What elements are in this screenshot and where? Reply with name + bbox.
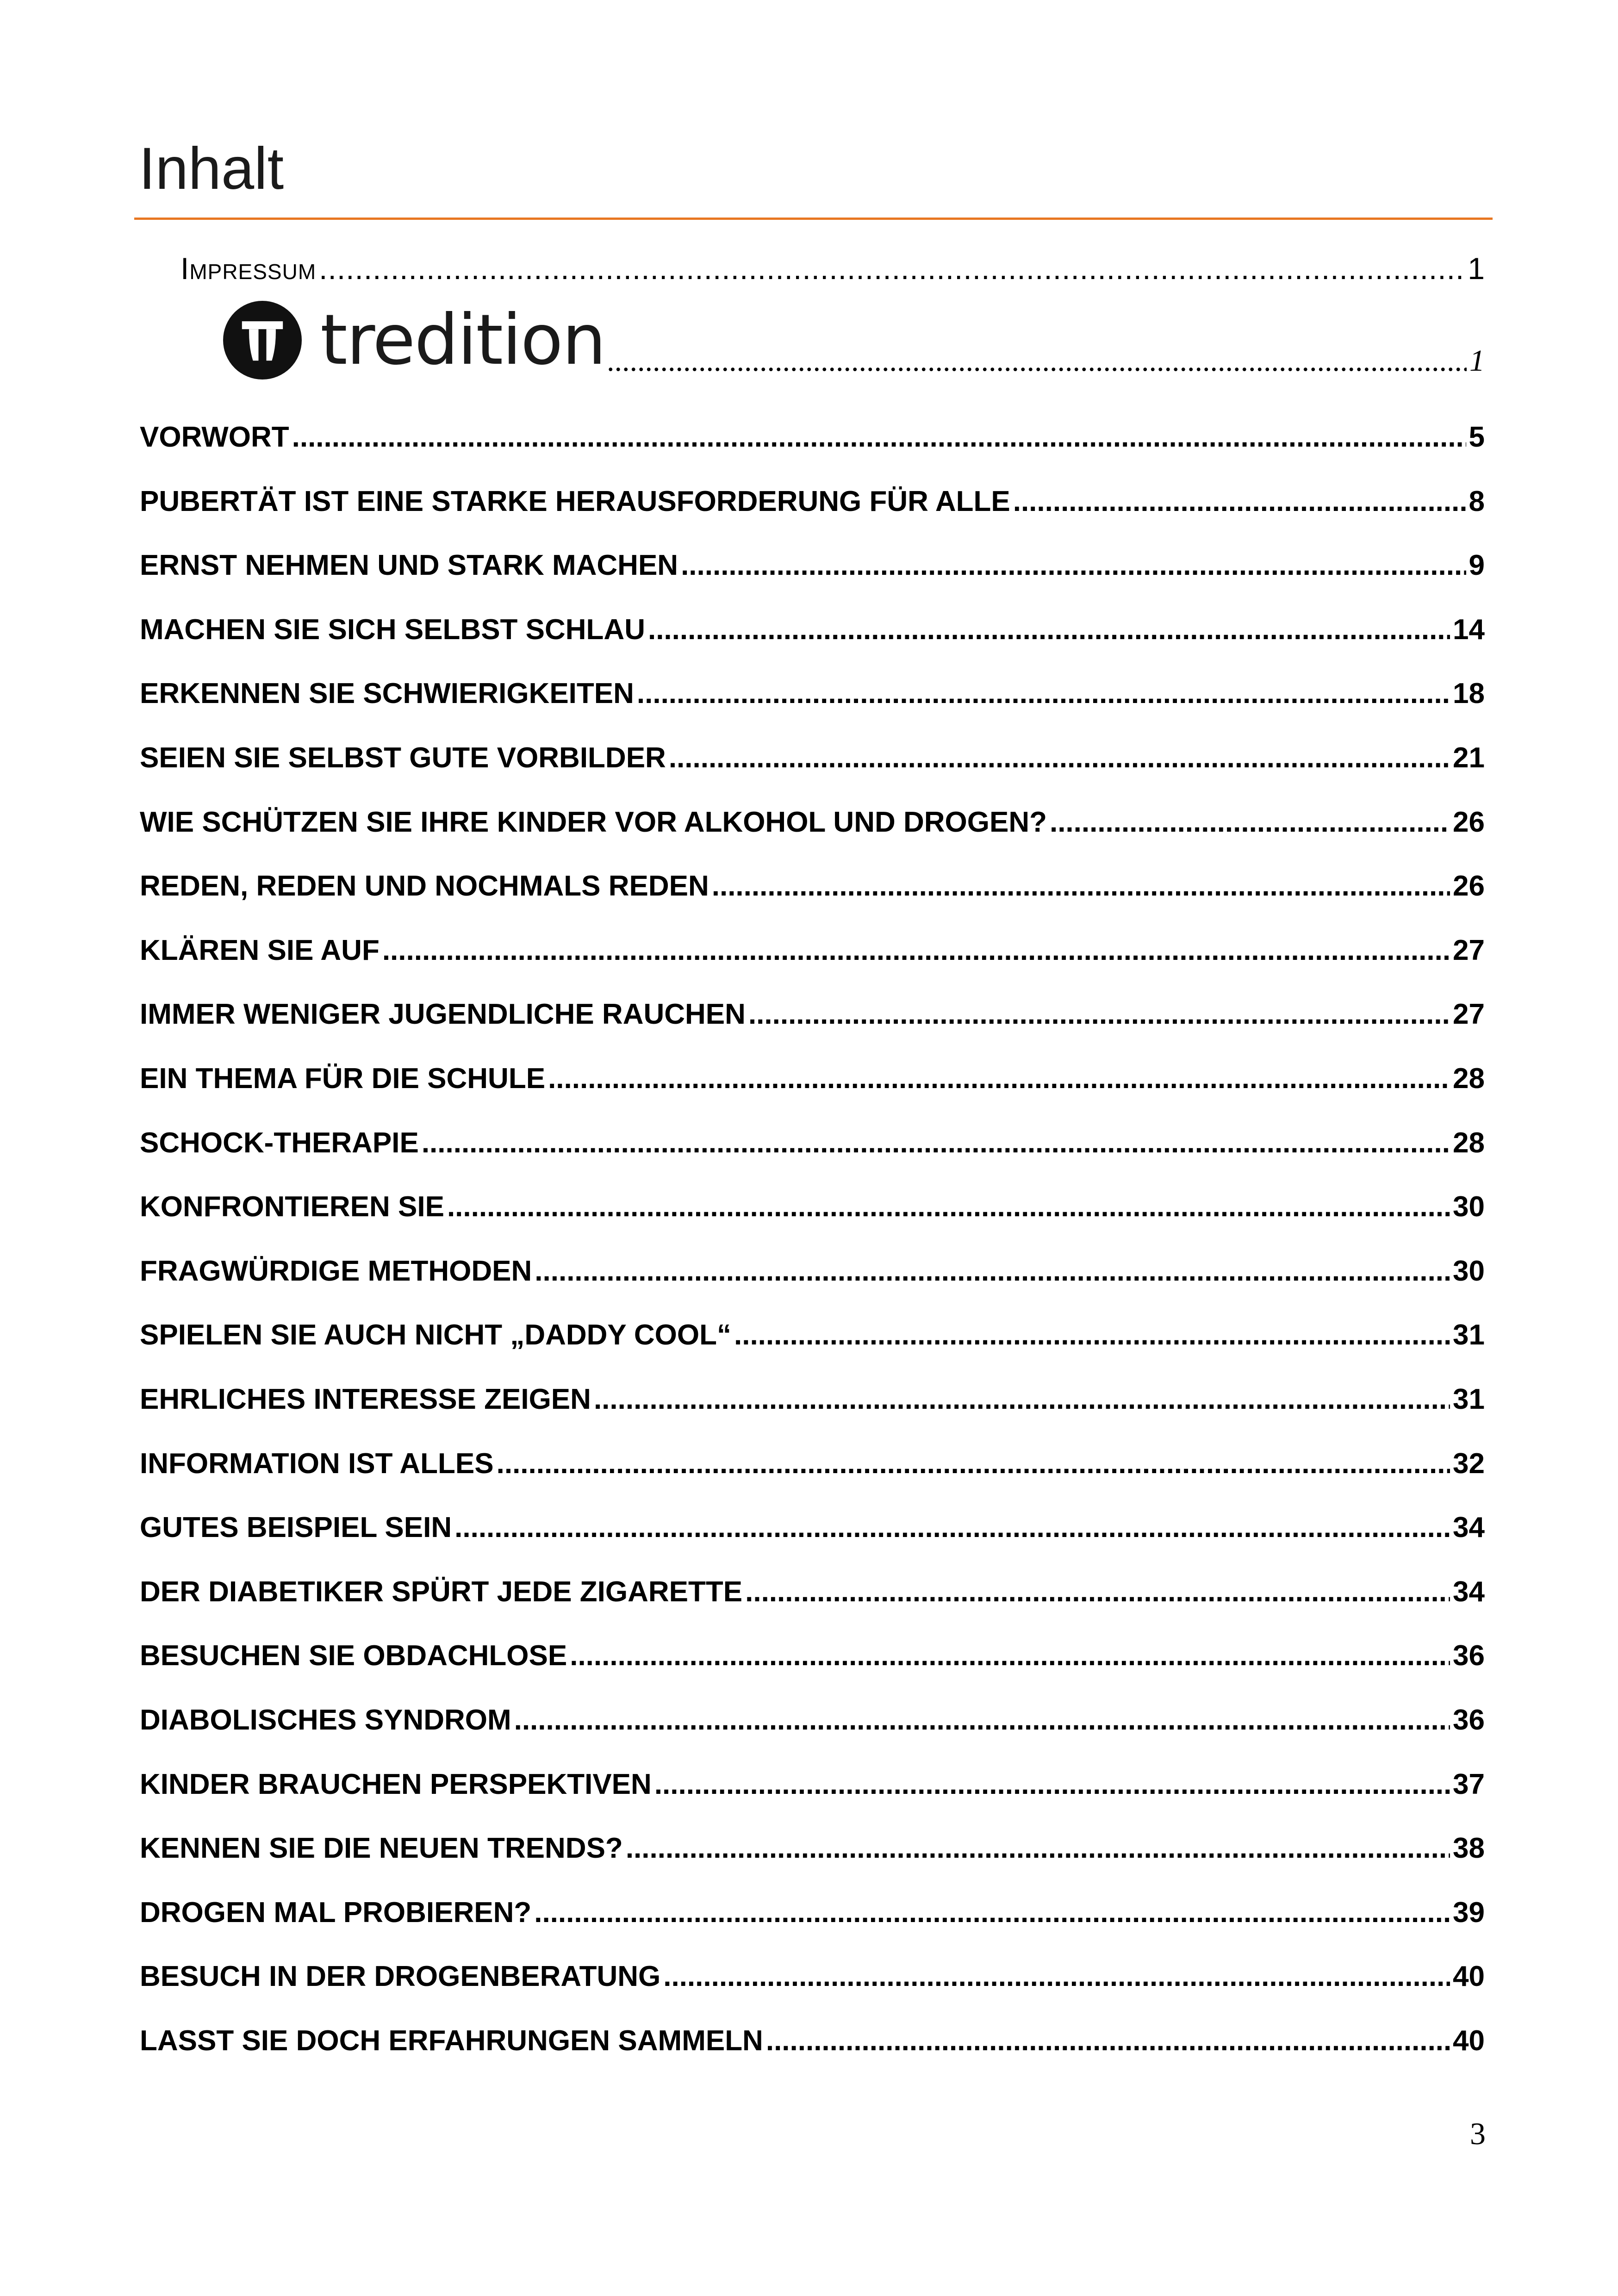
toc-entry-label: SCHOCK-THERAPIE: [140, 1127, 419, 1159]
dot-leader: [663, 1958, 1450, 1995]
toc-entry[interactable]: [140, 1509, 1485, 1546]
toc-entry[interactable]: [140, 1958, 1485, 1995]
dot-leader: [648, 611, 1450, 648]
dot-leader: [626, 1830, 1450, 1867]
toc-entry[interactable]: [140, 1317, 1485, 1354]
toc-entry[interactable]: [140, 1894, 1485, 1931]
toc-entry-page: 34: [1453, 1576, 1485, 1608]
toc-entry-logo[interactable]: [604, 340, 1485, 382]
toc-entry-page: 34: [1453, 1512, 1485, 1543]
toc-entry-page: 1: [1468, 251, 1485, 286]
toc-entry-label: GUTES BEISPIEL SEIN: [140, 1512, 452, 1543]
toc-entry[interactable]: [140, 1574, 1485, 1611]
toc-entry-page: 27: [1453, 998, 1485, 1030]
toc-entry-page: 27: [1453, 934, 1485, 966]
tredition-logo: [223, 301, 605, 380]
dot-leader: [570, 1637, 1450, 1674]
toc-entry[interactable]: [140, 1445, 1485, 1482]
dot-leader: [681, 547, 1466, 584]
toc-entry-label: Impressum: [180, 251, 317, 286]
toc-entry-page: 36: [1453, 1704, 1485, 1736]
title-divider: [134, 218, 1493, 220]
toc-entry-page: 5: [1469, 421, 1485, 453]
toc-entry-label: SPIELEN SIE AUCH NICHT „DADDY COOL“: [140, 1319, 731, 1351]
dot-leader: [745, 1574, 1450, 1611]
toc-entry-impressum[interactable]: [180, 248, 1485, 289]
toc-entry-page: 31: [1453, 1383, 1485, 1415]
toc-entry[interactable]: [140, 1702, 1485, 1739]
dot-leader: [292, 419, 1466, 456]
toc-entry-page: 1: [1469, 344, 1485, 378]
toc-entry-label: KLÄREN SIE AUF: [140, 934, 380, 966]
dot-leader: [514, 1702, 1450, 1739]
toc-entry-label: KENNEN SIE DIE NEUEN TRENDS?: [140, 1832, 623, 1864]
dot-leader: [637, 675, 1450, 712]
toc-entry[interactable]: [140, 868, 1485, 905]
dot-leader: [497, 1445, 1450, 1482]
dot-leader: [607, 340, 1467, 382]
dot-leader: [535, 1253, 1450, 1290]
toc-entry-label: KONFRONTIEREN SIE: [140, 1191, 444, 1223]
dot-leader: [454, 1509, 1450, 1546]
toc-entry-label: WIE SCHÜTZEN SIE IHRE KINDER VOR ALKOHOL UND DROGEN?: [140, 806, 1047, 838]
toc-entry-page: 30: [1453, 1191, 1485, 1223]
toc-entry-page: 26: [1453, 806, 1485, 838]
toc-entry-label: VORWORT: [140, 421, 289, 453]
toc-entry-label: BESUCH IN DER DROGENBERATUNG: [140, 1960, 661, 1992]
toc-entry-page: 21: [1453, 742, 1485, 774]
toc-entry-label: ERNST NEHMEN UND STARK MACHEN: [140, 549, 678, 581]
dot-leader: [594, 1381, 1450, 1418]
toc-entry[interactable]: [140, 804, 1485, 841]
toc-entry-label: IMMER WENIGER JUGENDLICHE RAUCHEN: [140, 998, 746, 1030]
dot-leader: [1013, 483, 1466, 520]
toc-entry-page: 32: [1453, 1448, 1485, 1480]
toc-entry-label: SEIEN SIE SELBST GUTE VORBILDER: [140, 742, 666, 774]
toc-entry-page: 18: [1453, 678, 1485, 709]
toc-entry-page: 36: [1453, 1640, 1485, 1672]
page-number: 3: [1470, 2116, 1486, 2151]
toc-entry-page: 8: [1469, 485, 1485, 517]
toc-entry[interactable]: [140, 932, 1485, 969]
dot-leader: [712, 868, 1450, 905]
dot-leader: [534, 1894, 1450, 1931]
toc-entry[interactable]: [140, 1381, 1485, 1418]
toc-entry-page: 40: [1453, 1960, 1485, 1992]
dot-leader: [422, 1125, 1450, 1162]
toc-entry-page: 31: [1453, 1319, 1485, 1351]
toc-entry[interactable]: [140, 1253, 1485, 1290]
toc-entry-page: 30: [1453, 1255, 1485, 1287]
toc-entry-page: 28: [1453, 1063, 1485, 1095]
toc-entry-label: ERKENNEN SIE SCHWIERIGKEITEN: [140, 678, 634, 709]
toc-entry[interactable]: [140, 1060, 1485, 1097]
toc-entry-page: 28: [1453, 1127, 1485, 1159]
toc-entry-label: FRAGWÜRDIGE METHODEN: [140, 1255, 532, 1287]
toc-entry[interactable]: [140, 483, 1485, 520]
toc-entry[interactable]: [140, 2022, 1485, 2060]
dot-leader: [748, 996, 1450, 1033]
toc-entry-page: 14: [1453, 614, 1485, 646]
toc-entry-label: PUBERTÄT IST EINE STARKE HERAUSFORDERUNG FÜR ALLE: [140, 485, 1010, 517]
toc-entry-label: EHRLICHES INTERESSE ZEIGEN: [140, 1383, 591, 1415]
toc-entry-page: 9: [1469, 549, 1485, 581]
toc-entry[interactable]: [140, 1637, 1485, 1674]
toc-entry[interactable]: [140, 675, 1485, 712]
toc-entry[interactable]: [140, 611, 1485, 648]
toc-entry[interactable]: [140, 1188, 1485, 1226]
toc-entry-label: MACHEN SIE SICH SELBST SCHLAU: [140, 614, 645, 646]
toc-entry-label: KINDER BRAUCHEN PERSPEKTIVEN: [140, 1768, 652, 1800]
toc-entry-label: REDEN, REDEN UND NOCHMALS REDEN: [140, 870, 709, 902]
toc-entry-label: DIABOLISCHES SYNDROM: [140, 1704, 511, 1736]
dot-leader: [447, 1188, 1450, 1226]
dot-leader: [548, 1060, 1450, 1097]
dot-leader: [654, 1766, 1450, 1803]
page-title: Inhalt: [139, 136, 284, 202]
dot-leader: [669, 740, 1450, 777]
dot-leader: [734, 1317, 1450, 1354]
toc-entry-page: 38: [1453, 1832, 1485, 1864]
toc-entry-label: DER DIABETIKER SPÜRT JEDE ZIGARETTE: [140, 1576, 743, 1608]
dot-leader: [1050, 804, 1450, 841]
toc-entry[interactable]: [140, 740, 1485, 777]
toc-entry-page: 40: [1453, 2025, 1485, 2057]
toc-entry-page: 39: [1453, 1897, 1485, 1929]
toc-entry-label: DROGEN MAL PROBIEREN?: [140, 1897, 532, 1929]
toc-entry[interactable]: [140, 1125, 1485, 1162]
toc-entry-label: INFORMATION IST ALLES: [140, 1448, 494, 1480]
toc-entry-label: EIN THEMA FÜR DIE SCHULE: [140, 1063, 546, 1095]
toc-entry-page: 26: [1453, 870, 1485, 902]
toc-entry[interactable]: [140, 1830, 1485, 1867]
toc-entry-label: BESUCHEN SIE OBDACHLOSE: [140, 1640, 567, 1672]
toc-entry[interactable]: [140, 996, 1485, 1033]
toc-entry-page: 37: [1453, 1768, 1485, 1800]
dot-leader: [382, 932, 1450, 969]
toc-entry[interactable]: [140, 419, 1485, 456]
tredition-logo-text: tredition: [320, 300, 605, 380]
toc-entry[interactable]: [140, 1766, 1485, 1803]
toc-entry[interactable]: [140, 547, 1485, 584]
toc-entry-label: LASST SIE DOCH ERFAHRUNGEN SAMMELN: [140, 2025, 763, 2057]
dot-leader: [319, 248, 1465, 289]
dot-leader: [766, 2022, 1450, 2060]
tredition-logo-icon: [223, 301, 302, 380]
